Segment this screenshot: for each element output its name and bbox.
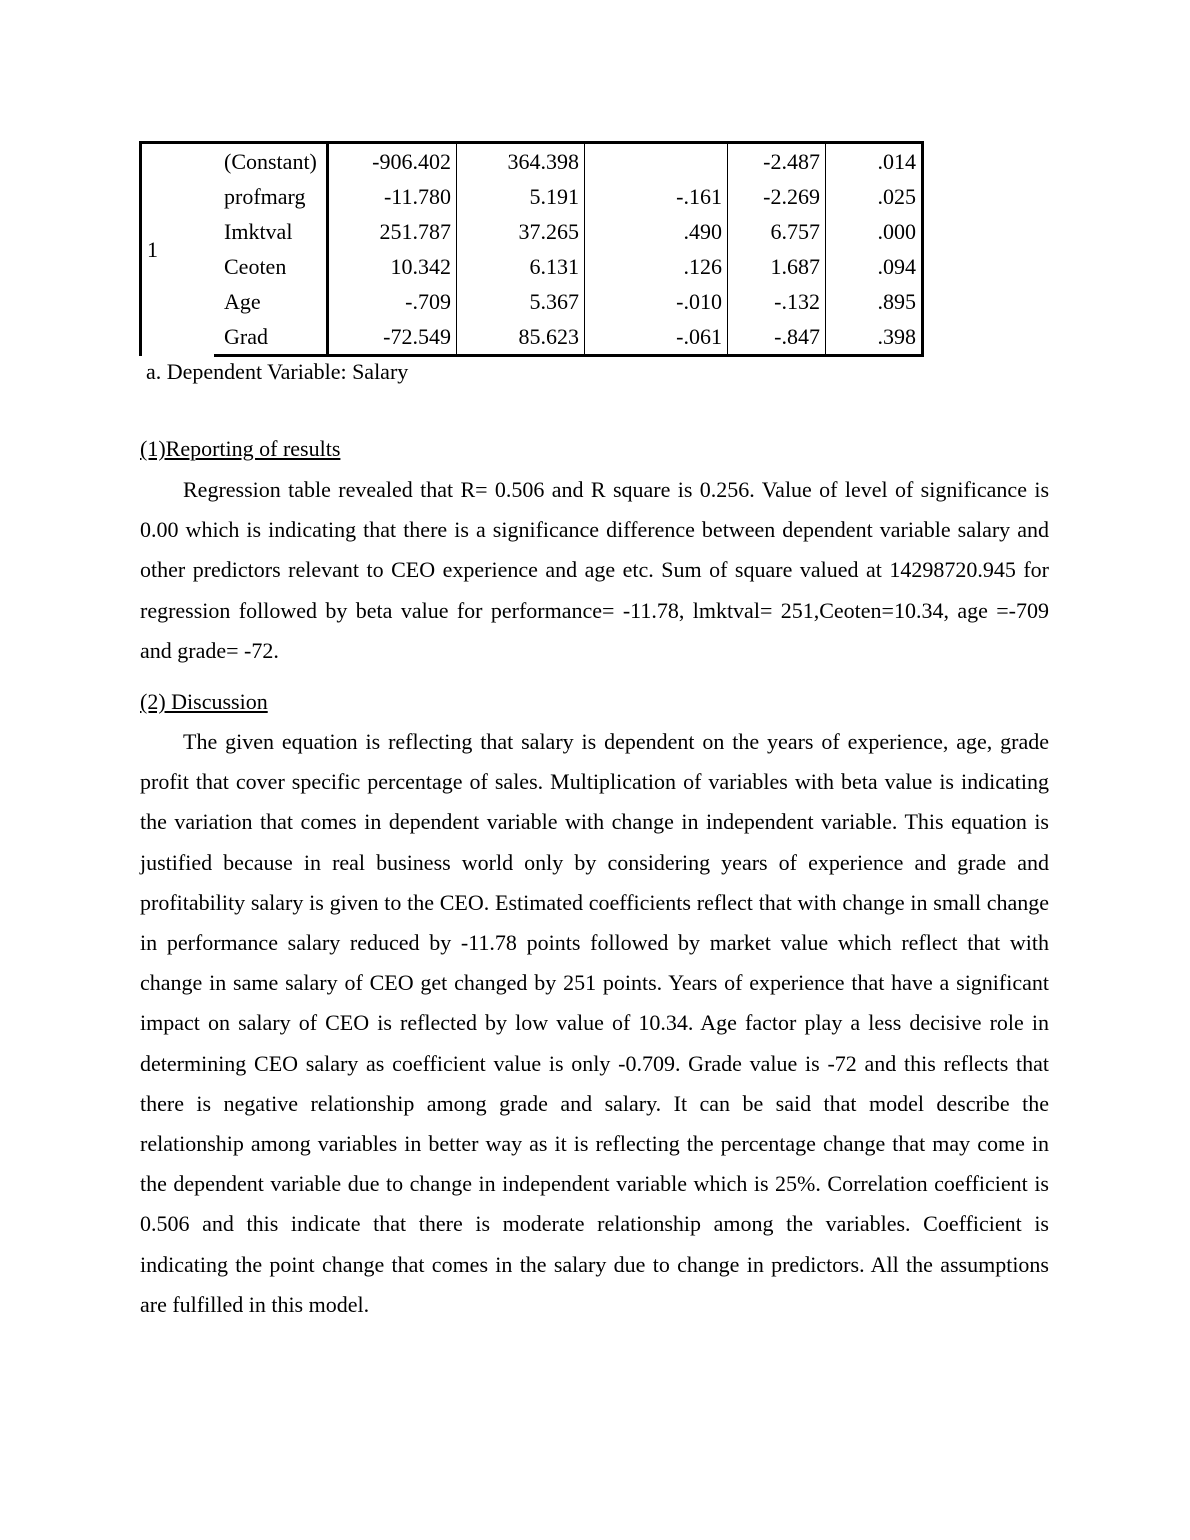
t-value-cell: -2.487 bbox=[728, 143, 826, 180]
table-row bbox=[141, 214, 923, 249]
table-row bbox=[141, 319, 923, 356]
table-row bbox=[141, 284, 923, 319]
sig-cell: .094 bbox=[826, 249, 923, 284]
section-heading-discussion: (2) Discussion bbox=[140, 689, 268, 714]
std-error-cell: 5.191 bbox=[457, 179, 585, 214]
variable-name-cell: Ceoten bbox=[214, 249, 328, 284]
t-value-cell: 6.757 bbox=[728, 214, 826, 249]
beta-cell: -.061 bbox=[585, 319, 728, 356]
t-value-cell: -.847 bbox=[728, 319, 826, 356]
std-error-cell: 85.623 bbox=[457, 319, 585, 356]
table-row bbox=[141, 249, 923, 284]
coefficients-table bbox=[139, 141, 924, 357]
coefficient-b-cell: 251.787 bbox=[328, 214, 457, 249]
coefficient-b-cell: -72.549 bbox=[328, 319, 457, 356]
beta-cell: .126 bbox=[585, 249, 728, 284]
beta-cell: .490 bbox=[585, 214, 728, 249]
coefficient-b-cell: -11.780 bbox=[328, 179, 457, 214]
coefficient-b-cell: 10.342 bbox=[328, 249, 457, 284]
paragraph-reporting: Regression table revealed that R= 0.506 and R square is 0.256. Value of level of significance is 0.00 which is indicating that there is a significance difference between dependent variable salary and other predictors relevant to CEO experience and age etc. Sum of square valued at 14298720.945 for regression followed by beta value for performance= -11.78, lmktval= 251,Ceoten=10.34, age =-709 and grade= -72. bbox=[140, 477, 1049, 663]
variable-name-cell: Grad bbox=[214, 319, 328, 356]
table-row bbox=[141, 143, 923, 180]
std-error-cell: 364.398 bbox=[457, 143, 585, 180]
table-footnote: a. Dependent Variable: Salary bbox=[146, 359, 409, 384]
sig-cell: .000 bbox=[826, 214, 923, 249]
variable-name-cell: (Constant) bbox=[214, 143, 328, 180]
variable-name-cell: Age bbox=[214, 284, 328, 319]
paragraph-discussion: The given equation is reflecting that salary is dependent on the years of experience, age, grade profit that cover specific percentage of sales. Multiplication of variables with beta value is indicating the variation that comes in dependent variable with change in independent variable. This equation is justified because in real business world only by considering years of experience and grade and profitability salary is given to the CEO. Estimated coefficients reflect that with change in small change in performance salary reduced by -11.78 points followed by market value which reflect that with change in same salary of CEO get changed by 251 points. Years of experience that have a significant impact on salary of CEO is reflected by low value of 10.34. Age factor play a less decisive role in determining CEO salary as coefficient value is only -0.709. Grade value is -72 and this reflects that there is negative relationship among grade and salary. It can be said that model describe the relationship among variables in better way as it is reflecting the percentage change that may come in the dependent variable due to change in independent variable which is 25%. Correlation coefficient is 0.506 and this indicate that there is moderate relationship among the variables. Coefficient is indicating the point change that comes in the salary due to change in predictors. All the assumptions are fulfilled in this model. bbox=[140, 729, 1049, 1317]
std-error-cell: 5.367 bbox=[457, 284, 585, 319]
std-error-cell: 37.265 bbox=[457, 214, 585, 249]
coefficient-b-cell: -906.402 bbox=[328, 143, 457, 180]
model-number-cell: 1 bbox=[141, 143, 215, 356]
sig-cell: .025 bbox=[826, 179, 923, 214]
std-error-cell: 6.131 bbox=[457, 249, 585, 284]
table-row bbox=[141, 179, 923, 214]
t-value-cell: -.132 bbox=[728, 284, 826, 319]
sig-cell: .895 bbox=[826, 284, 923, 319]
coefficient-b-cell: -.709 bbox=[328, 284, 457, 319]
beta-cell: -.161 bbox=[585, 179, 728, 214]
section-heading-reporting: (1)Reporting of results bbox=[140, 436, 341, 461]
variable-name-cell: Imktval bbox=[214, 214, 328, 249]
sig-cell: .398 bbox=[826, 319, 923, 356]
variable-name-cell: profmarg bbox=[214, 179, 328, 214]
beta-cell bbox=[585, 143, 728, 180]
sig-cell: .014 bbox=[826, 143, 923, 180]
t-value-cell: 1.687 bbox=[728, 249, 826, 284]
t-value-cell: -2.269 bbox=[728, 179, 826, 214]
beta-cell: -.010 bbox=[585, 284, 728, 319]
